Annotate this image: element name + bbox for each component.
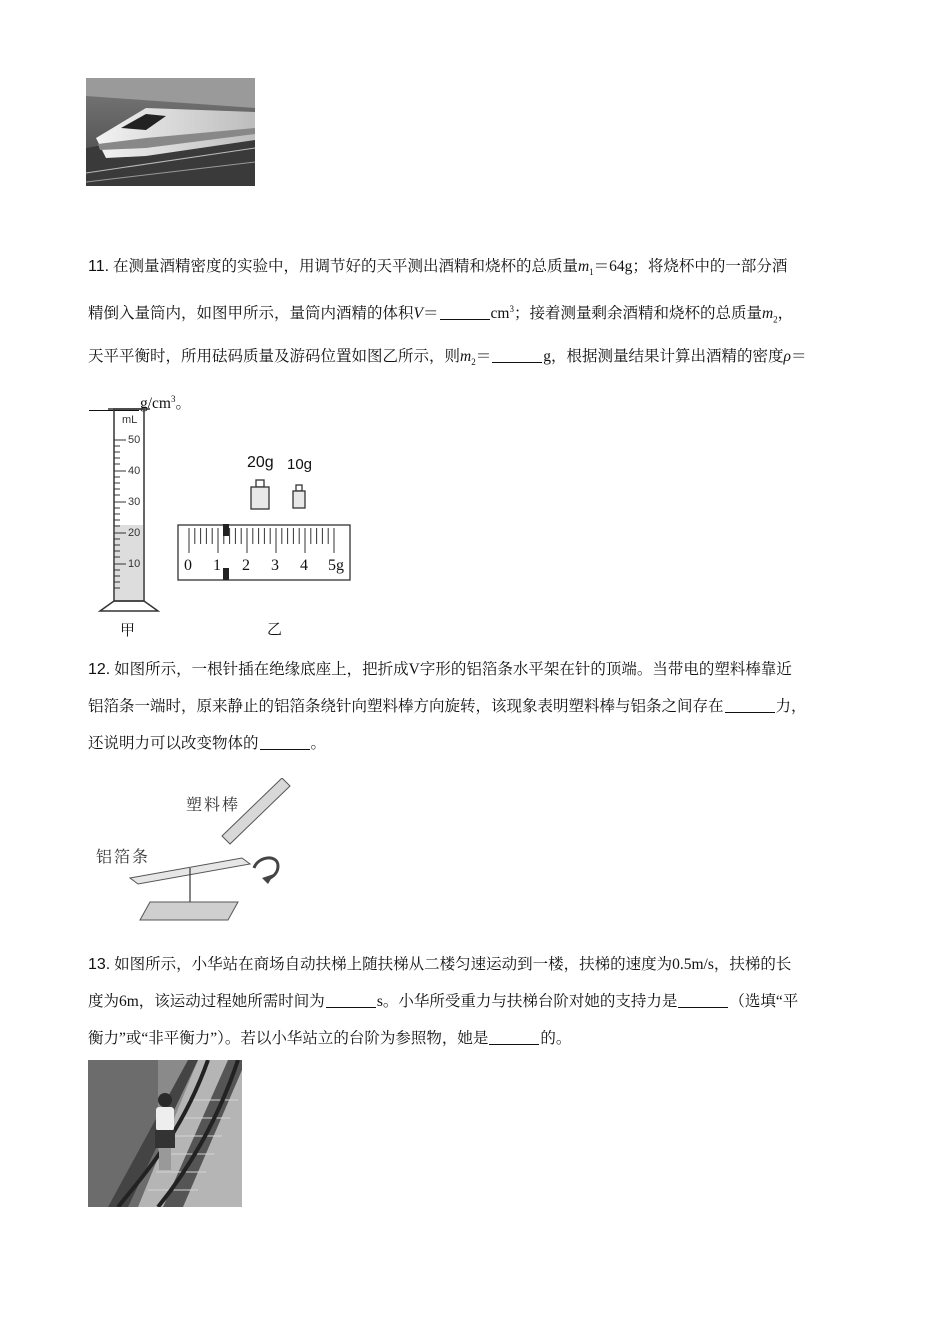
rotation-arrow: [254, 858, 278, 878]
q11-text-2: 精倒入量筒内，如图甲所示，量筒内酒精的体积: [88, 305, 414, 323]
weight-20g-label: 20g: [247, 454, 274, 471]
q11-text-2c: ，: [777, 305, 794, 323]
q11-m1-sub: 1: [589, 267, 594, 278]
cylinder-tick-20: 20: [128, 527, 141, 539]
q11-v-eq: ＝: [422, 305, 439, 323]
q13-text-1: 如图所示，小华站在商场自动扶梯上随扶梯从二楼匀速运动到一楼，扶梯的速度为0.5m/s，扶梯的长: [114, 956, 792, 973]
q11-m1-value: ＝64g；将烧杯中的一部分酒: [593, 258, 788, 275]
q12-text-2b: 力，: [775, 698, 807, 715]
scale-label-4: 4: [300, 557, 308, 574]
q13-line-3: [88, 1020, 864, 1057]
weight-10g-knob: [296, 485, 302, 491]
q12-force-blank[interactable]: [725, 697, 775, 713]
q11-v-sup: 3: [509, 304, 514, 315]
q11-text-2b: ；接着测量剩余酒精和烧杯的总质量: [513, 305, 762, 323]
q11-rho-var: ρ: [783, 348, 791, 366]
weight-10g-body: [293, 491, 305, 508]
q12-line-1: [88, 651, 864, 688]
scale-label-1: 1: [213, 557, 221, 574]
escalator-photo: [88, 1060, 242, 1207]
q13-text-2c: （选填“平: [729, 993, 799, 1010]
person-torso: [156, 1107, 174, 1131]
rotation-arrowhead: [262, 874, 274, 884]
q12-line-3: [88, 725, 864, 762]
q12-change-blank[interactable]: [260, 734, 310, 750]
cylinder-tick-40: 40: [128, 465, 141, 477]
scale-label-5g: 5g: [328, 557, 344, 574]
q13-balance-blank[interactable]: [678, 992, 728, 1008]
q11-m1-var: m: [577, 258, 590, 275]
q11-m2-eq: ＝: [475, 348, 492, 366]
q11-rho-eq: ＝: [790, 348, 807, 366]
cylinder-unit-label: mL: [122, 414, 138, 426]
question-12: [88, 651, 864, 762]
q11-m2-unit: g，根据测量结果计算出酒精的密度: [543, 348, 784, 366]
train-photo: [86, 78, 255, 186]
weight-10g-label: 10g: [287, 456, 313, 473]
q13-text-3b: 的。: [540, 1030, 572, 1047]
q11-v-unit: cm: [490, 305, 510, 323]
q13-text-2b: s。小华所受重力与扶梯台阶对她的支持力是: [376, 993, 678, 1010]
q11-number: 11.: [88, 258, 110, 275]
question-11: [88, 248, 864, 423]
q12-text-1: 如图所示，一根针插在绝缘底座上，把折成V字形的铝箔条水平架在针的顶端。当带电的塑料棒靠近: [114, 661, 792, 678]
cylinder-caption: 甲: [120, 623, 136, 639]
cylinder-tick-30: 30: [128, 496, 141, 508]
scale-label-3: 3: [271, 557, 279, 574]
q13-text-3: 衡力”或“非平衡力”）。若以小华站立的台阶为参照物，她是: [88, 1030, 489, 1047]
q11-m2b-var: m: [460, 348, 472, 366]
q13-text-2: 度为6m，该运动过程她所需时间为: [88, 993, 325, 1010]
q11-rho-sup: 3: [171, 394, 176, 405]
person-legs: [159, 1148, 171, 1170]
weight-20g-body: [251, 487, 269, 509]
rider-top: [223, 524, 229, 536]
q13-time-blank[interactable]: [326, 992, 376, 1008]
q11-mass-blank[interactable]: [492, 347, 542, 363]
q11-line-1: [88, 248, 864, 291]
q11-line-3: [88, 338, 864, 381]
q11-m2-var: m: [761, 305, 774, 323]
q12-number: 12.: [88, 661, 111, 678]
q11-volume-blank[interactable]: [440, 304, 490, 320]
q13-number: 13.: [88, 956, 111, 973]
q11-text-3: 天平平衡时，所用砝码质量及游码位置如图乙所示，则: [88, 348, 461, 366]
q11-rho-end: 。: [175, 395, 192, 413]
balance-figure: [175, 452, 355, 642]
insulating-base: [140, 902, 238, 920]
scale-label-2: 2: [242, 557, 250, 574]
q11-v-var: V: [413, 305, 423, 323]
q12-line-2: [88, 688, 864, 725]
q11-line-4: [88, 381, 864, 422]
question-13: [88, 946, 864, 1057]
q11-text-1: 在测量酒精密度的实验中，用调节好的天平测出酒精和烧杯的总质量: [112, 258, 578, 275]
q13-line-1: [88, 946, 864, 983]
q11-m2-sub: 2: [773, 314, 778, 325]
q13-motion-blank[interactable]: [489, 1029, 539, 1045]
q11-line-2: [88, 291, 864, 338]
cylinder-tick-10: 10: [128, 558, 141, 570]
q12-text-3b: 。: [310, 735, 327, 752]
q11-m2b-sub: 2: [471, 357, 476, 368]
scale-label-0: 0: [184, 557, 192, 574]
foil-label: 铝箔条: [96, 849, 151, 866]
person-head: [158, 1093, 172, 1107]
person-skirt: [155, 1130, 175, 1148]
rider-bottom: [223, 568, 229, 580]
q13-line-2: [88, 983, 864, 1020]
q12-text-2: 铝箔条一端时，原来静止的铝箔条绕针向塑料棒方向旋转，该现象表明塑料棒与铝条之间存在: [88, 698, 724, 715]
cylinder-figure: [96, 405, 166, 645]
rod-label: 塑料棒: [186, 797, 241, 814]
foil-figure: [92, 778, 297, 923]
balance-caption: 乙: [267, 622, 283, 638]
weight-20g-knob: [256, 480, 264, 487]
cylinder-tick-50: 50: [128, 434, 141, 446]
q11-rho-unit: g/cm: [140, 395, 171, 413]
q12-text-3: 还说明力可以改变物体的: [88, 735, 259, 752]
